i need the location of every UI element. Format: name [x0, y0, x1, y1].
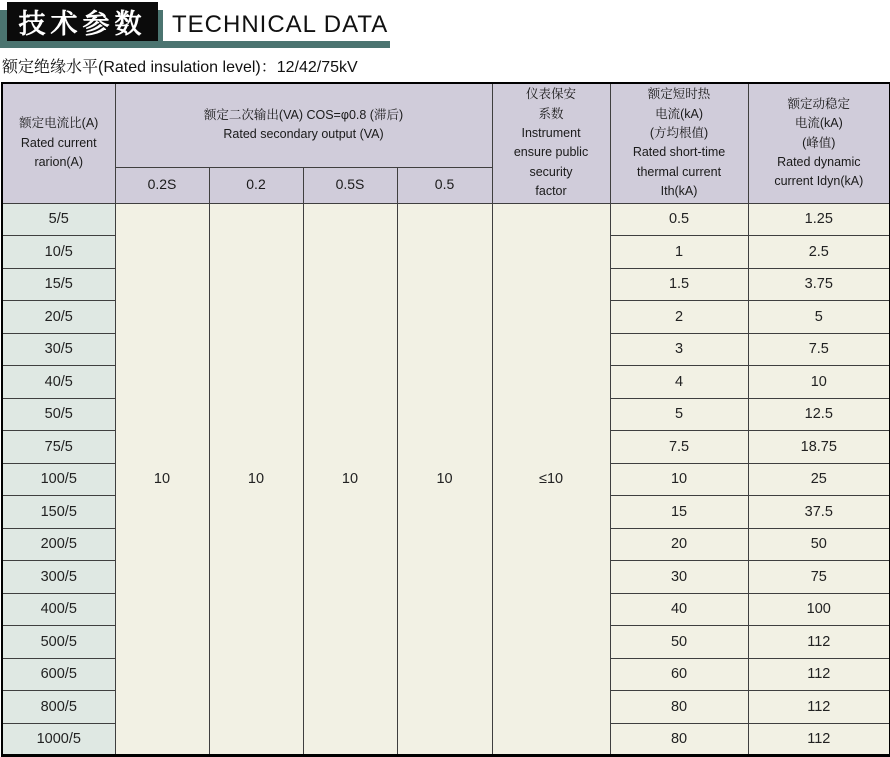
header-line: 仪表保安 — [526, 87, 577, 102]
header-line: rarion(A) — [34, 154, 84, 169]
output-value-cell: 10 — [397, 203, 492, 756]
ratio-cell: 40/5 — [2, 366, 115, 399]
header-line: 额定动稳定 — [787, 96, 851, 111]
dynamic-current-cell: 3.75 — [748, 268, 890, 301]
output-value-cell: 10 — [209, 203, 303, 756]
header-line: 电流(kA) — [655, 106, 703, 121]
ratio-cell: 100/5 — [2, 463, 115, 496]
subheader-class-0-5s: 0.5S — [303, 167, 397, 203]
thermal-current-cell: 1 — [610, 236, 748, 269]
dynamic-current-cell: 7.5 — [748, 333, 890, 366]
ratio-cell: 1000/5 — [2, 723, 115, 756]
dynamic-current-cell: 25 — [748, 463, 890, 496]
ratio-cell: 20/5 — [2, 301, 115, 334]
dynamic-current-cell: 112 — [748, 723, 890, 756]
thermal-current-cell: 5 — [610, 398, 748, 431]
page-title-en: TECHNICAL DATA — [172, 11, 389, 38]
ratio-cell: 800/5 — [2, 691, 115, 724]
header-rated-current-ratio — [2, 83, 115, 203]
dynamic-current-cell: 112 — [748, 691, 890, 724]
thermal-current-cell: 40 — [610, 593, 748, 626]
thermal-current-cell: 1.5 — [610, 268, 748, 301]
header-line: 额定二次输出(VA) COS=φ0.8 (滞后) — [203, 107, 404, 122]
output-value-cell: 10 — [303, 203, 397, 756]
header-short-time-thermal-current — [610, 83, 748, 203]
ratio-cell: 300/5 — [2, 561, 115, 594]
dynamic-current-cell: 5 — [748, 301, 890, 334]
ratio-cell: 600/5 — [2, 658, 115, 691]
header-line: (方均根值) — [649, 125, 709, 140]
ratio-cell: 400/5 — [2, 593, 115, 626]
header-line: current Idyn(kA) — [774, 174, 864, 189]
header-line: Rated short-time — [632, 145, 726, 160]
subheader-class-0-5: 0.5 — [397, 167, 492, 203]
ratio-cell: 200/5 — [2, 528, 115, 561]
header-line: Instrument — [521, 125, 581, 140]
table-body — [2, 203, 890, 756]
header-dynamic-current — [748, 83, 890, 203]
thermal-current-cell: 20 — [610, 528, 748, 561]
thermal-current-cell: 30 — [610, 561, 748, 594]
header-line: security — [529, 164, 573, 179]
thermal-current-cell: 0.5 — [610, 203, 748, 236]
thermal-current-cell: 7.5 — [610, 431, 748, 464]
ratio-cell: 50/5 — [2, 398, 115, 431]
ratio-cell: 30/5 — [2, 333, 115, 366]
header-line: factor — [535, 184, 567, 198]
page-banner — [0, 0, 890, 48]
subheader-class-0-2: 0.2 — [209, 167, 303, 203]
banner-underline-bar — [0, 41, 390, 48]
dynamic-current-cell: 12.5 — [748, 398, 890, 431]
ratio-cell: 500/5 — [2, 626, 115, 659]
thermal-current-cell: 2 — [610, 301, 748, 334]
ratio-cell: 75/5 — [2, 431, 115, 464]
dynamic-current-cell: 112 — [748, 626, 890, 659]
thermal-current-cell: 60 — [610, 658, 748, 691]
header-line: 额定电流比(A) — [19, 116, 99, 131]
dynamic-current-cell: 112 — [748, 658, 890, 691]
dynamic-current-cell: 37.5 — [748, 496, 890, 529]
dynamic-current-cell: 50 — [748, 528, 890, 561]
thermal-current-cell: 50 — [610, 626, 748, 659]
ratio-cell: 10/5 — [2, 236, 115, 269]
technical-data-table — [1, 82, 890, 757]
output-value-cell: 10 — [115, 203, 209, 756]
header-line: (峰值) — [802, 135, 836, 150]
header-line: Rated secondary output (VA) — [223, 127, 384, 142]
header-line: Ith(kA) — [660, 184, 698, 198]
insulation-level-subtitle: 额定绝缘水平(Rated insulation level)：12/42/75kV — [2, 59, 358, 76]
ratio-cell: 150/5 — [2, 496, 115, 529]
header-line: thermal current — [637, 164, 722, 179]
instrument-value-cell: ≤10 — [492, 203, 610, 756]
thermal-current-cell: 10 — [610, 463, 748, 496]
dynamic-current-cell: 1.25 — [748, 203, 890, 236]
header-line: 额定短时热 — [647, 87, 711, 102]
dynamic-current-cell: 18.75 — [748, 431, 890, 464]
header-line: Rated current — [20, 135, 97, 150]
header-line: 电流(kA) — [794, 116, 843, 131]
thermal-current-cell: 15 — [610, 496, 748, 529]
thermal-current-cell: 4 — [610, 366, 748, 399]
thermal-current-cell: 3 — [610, 333, 748, 366]
header-line: 系数 — [538, 106, 564, 121]
dynamic-current-cell: 100 — [748, 593, 890, 626]
dynamic-current-cell: 10 — [748, 366, 890, 399]
ratio-cell: 5/5 — [2, 203, 115, 236]
header-line: Rated dynamic — [777, 154, 861, 169]
dynamic-current-cell: 2.5 — [748, 236, 890, 269]
header-instrument-security-factor — [492, 83, 610, 203]
thermal-current-cell: 80 — [610, 723, 748, 756]
header-rated-secondary-output — [115, 83, 492, 167]
thermal-current-cell: 80 — [610, 691, 748, 724]
ratio-cell: 15/5 — [2, 268, 115, 301]
dynamic-current-cell: 75 — [748, 561, 890, 594]
table-row — [2, 203, 890, 236]
page-title-cn-box — [7, 2, 158, 41]
header-line: ensure public — [513, 145, 589, 160]
page-title-cn: 技术参数 — [18, 9, 147, 39]
subheader-class-0-2s: 0.2S — [115, 167, 209, 203]
